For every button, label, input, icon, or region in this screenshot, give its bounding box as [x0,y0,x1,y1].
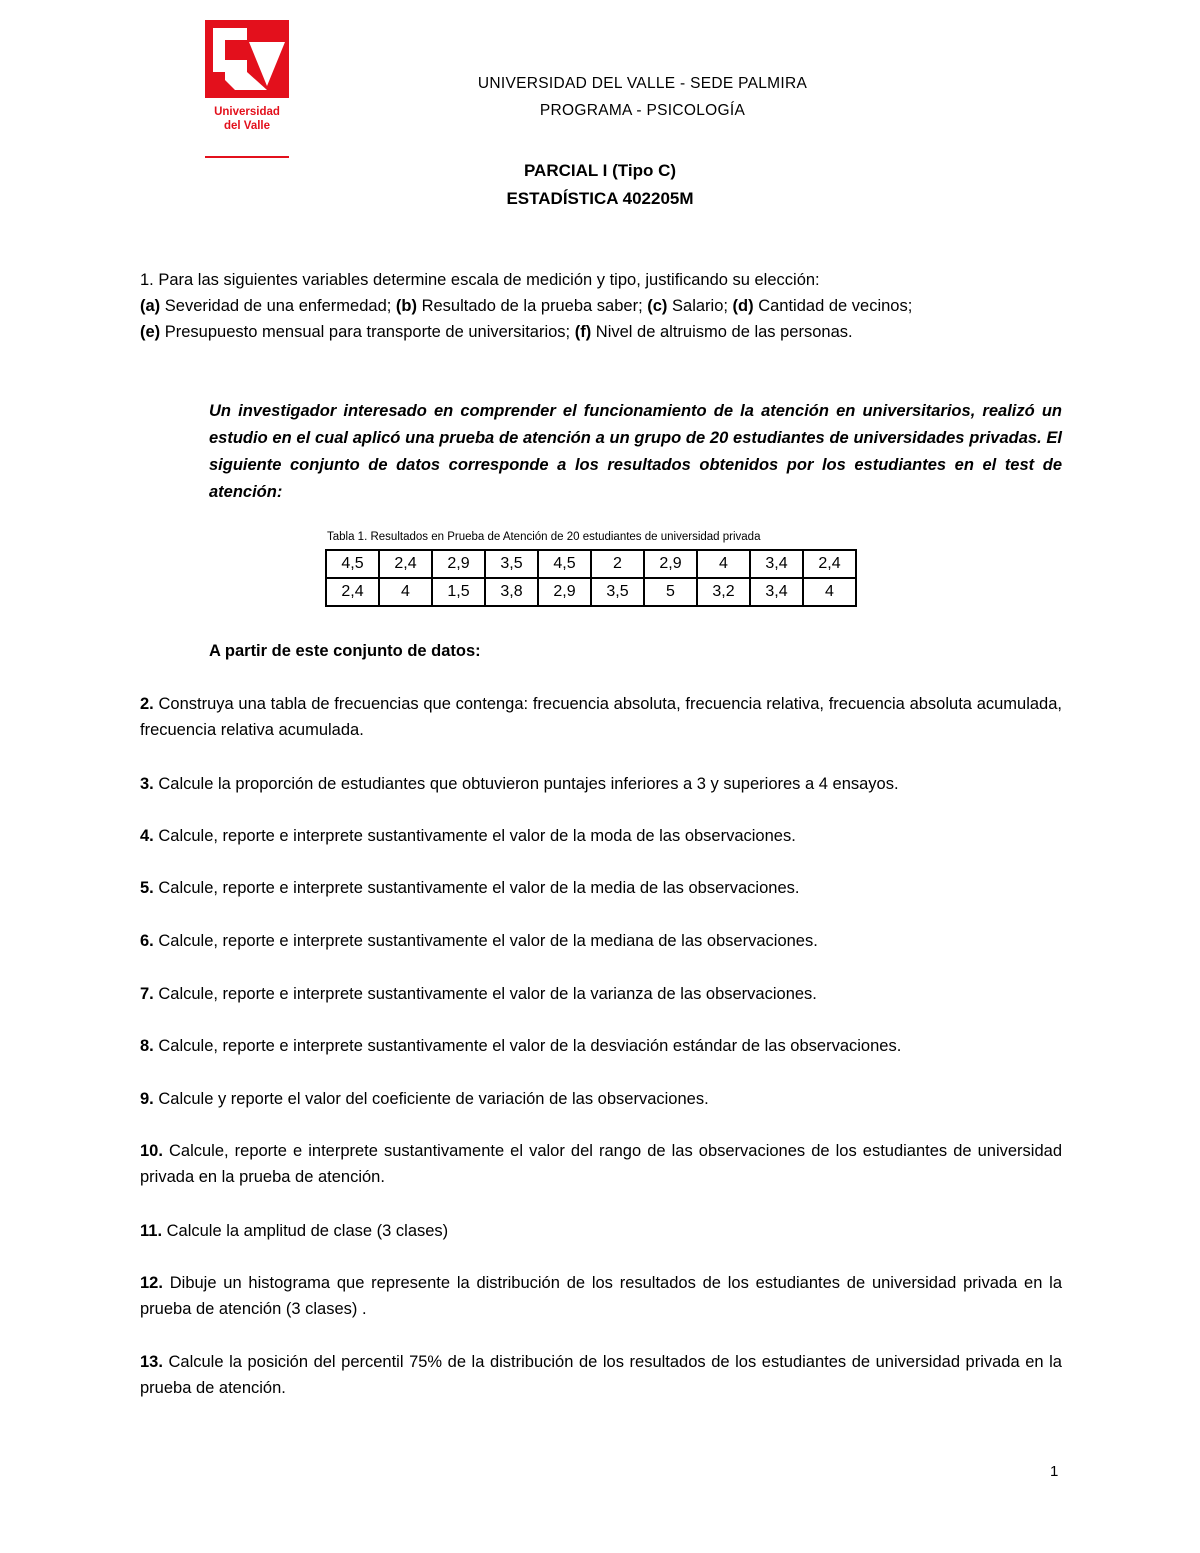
table-cell: 4 [803,578,856,606]
q1-item-text: Cantidad de vecinos; [753,297,913,315]
question-text: Calcule la amplitud de clase (3 clases) [166,1222,449,1240]
question-2 [140,691,1062,743]
table-cell: 4,5 [326,550,379,578]
exam-title: PARCIAL I (Tipo C) [523,161,677,180]
q1-item-text: Presupuesto mensual para transporte de universitarios; [160,323,575,341]
table-row [326,550,856,578]
logo-underline [205,156,289,158]
table-cell: 3,5 [485,550,538,578]
table-cell: 2,9 [538,578,591,606]
question-text: Calcule, reporte e interprete sustantivamente el valor de la varianza de las observaciones. [158,985,817,1003]
table-cell: 4,5 [538,550,591,578]
table-cell: 3,2 [697,578,750,606]
logo-text-line2: del Valle [223,120,271,132]
table-cell: 4 [697,550,750,578]
q1-item-tag: (a) [140,297,161,315]
question-number: 4. [140,827,154,845]
table-cell: 2,4 [379,550,432,578]
question-text: Calcule y reporte el valor del coeficiente de variación de las observaciones. [158,1090,709,1108]
table-cell: 3,5 [591,578,644,606]
q1-item-tag: (b) [395,297,417,315]
course-title: ESTADÍSTICA 402205M [506,189,694,208]
question-8 [140,1033,1062,1059]
section-lead: A partir de este conjunto de datos: [209,642,481,660]
question-3 [140,771,1062,797]
question-text: Calcule, reporte e interprete sustantivamente el valor de la desviación estándar de las observaciones. [158,1037,902,1055]
question-number: 6. [140,932,154,950]
question-1 [140,267,1062,345]
question-9 [140,1086,1062,1112]
question-text: Calcule la posición del percentil 75% de la distribución de los resultados de los estudiantes de universidad privada en la prueba de atención. [140,1353,1062,1397]
question-number: 2. [140,695,154,713]
table-cell: 2,9 [432,550,485,578]
q1-item-text: Severidad de una enfermedad; [160,297,396,315]
question-number: 12. [140,1274,163,1292]
table-cell: 2,4 [326,578,379,606]
study-description: Un investigador interesado en comprender el funcionamiento de la atención en universitarios, realizó un estudio en el cual aplicó una prueba de atención a un grupo de 20 estudiantes de universidades privadas. El siguiente conjunto de datos corresponde a los resultados obtenidos por los estudiantes en el test de atención: [209,402,1062,501]
table-cell: 2,9 [644,550,697,578]
logo-text-line1: Universidad [214,106,280,118]
question-number: 13. [140,1353,163,1371]
table-row [326,578,856,606]
table-cell: 4 [379,578,432,606]
data-table [325,549,857,607]
table-cell: 2 [591,550,644,578]
question-number: 5. [140,879,154,897]
question-number: 7. [140,985,154,1003]
question-number: 10. [140,1142,163,1160]
question-text: Construya una tabla de frecuencias que contenga: frecuencia absoluta, frecuencia relativa, frecuencia absoluta acumulada, frecuencia relativa acumulada. [140,695,1062,739]
institution-heading: UNIVERSIDAD DEL VALLE - SEDE PALMIRA [477,75,808,92]
q1-item-tag: (c) [647,297,668,315]
program-heading: PROGRAMA - PSICOLOGÍA [539,102,746,119]
question-1-text: Para las siguientes variables determine escala de medición y tipo, justificando su elección: [158,271,820,289]
question-10 [140,1138,1062,1190]
table-cell: 2,4 [803,550,856,578]
question-text: Calcule la proporción de estudiantes que obtuvieron puntajes inferiores a 3 y superiores a 4 ensayos. [158,775,899,793]
question-4 [140,823,1062,849]
question-11 [140,1218,1062,1244]
question-text: Calcule, reporte e interprete sustantivamente el valor de la media de las observaciones. [158,879,800,897]
q1-item-text: Nivel de altruismo de las personas. [591,323,853,341]
q1-item-tag: (e) [140,323,161,341]
question-12 [140,1270,1062,1322]
question-1-number: 1. [140,271,154,289]
question-7 [140,981,1062,1007]
question-6 [140,928,1062,954]
q1-item-tag: (f) [574,323,592,341]
question-number: 3. [140,775,154,793]
q1-item-text: Resultado de la prueba saber; [417,297,648,315]
question-13 [140,1349,1062,1401]
table-cell: 3,4 [750,578,803,606]
table-cell: 3,4 [750,550,803,578]
question-text: Calcule, reporte e interprete sustantivamente el valor de la mediana de las observaciones. [158,932,818,950]
q1-item-text: Salario; [667,297,733,315]
question-number: 8. [140,1037,154,1055]
question-number: 11. [140,1222,163,1240]
table-cell: 3,8 [485,578,538,606]
question-number: 9. [140,1090,154,1108]
question-5 [140,875,1062,901]
table-caption: Tabla 1. Resultados en Prueba de Atención de 20 estudiantes de universidad privada [327,531,761,543]
question-text: Dibuje un histograma que represente la distribución de los resultados de los estudiantes de universidad privada en la prueba de atención (3 clases) . [140,1274,1063,1318]
page-number: 1 [1050,1463,1059,1480]
table-cell: 5 [644,578,697,606]
question-text: Calcule, reporte e interprete sustantivamente el valor del rango de las observaciones de los estudiantes de universidad privada en la prueba de atención. [140,1142,1062,1186]
q1-item-tag: (d) [732,297,754,315]
question-text: Calcule, reporte e interprete sustantivamente el valor de la moda de las observaciones. [158,827,796,845]
table-cell: 1,5 [432,578,485,606]
